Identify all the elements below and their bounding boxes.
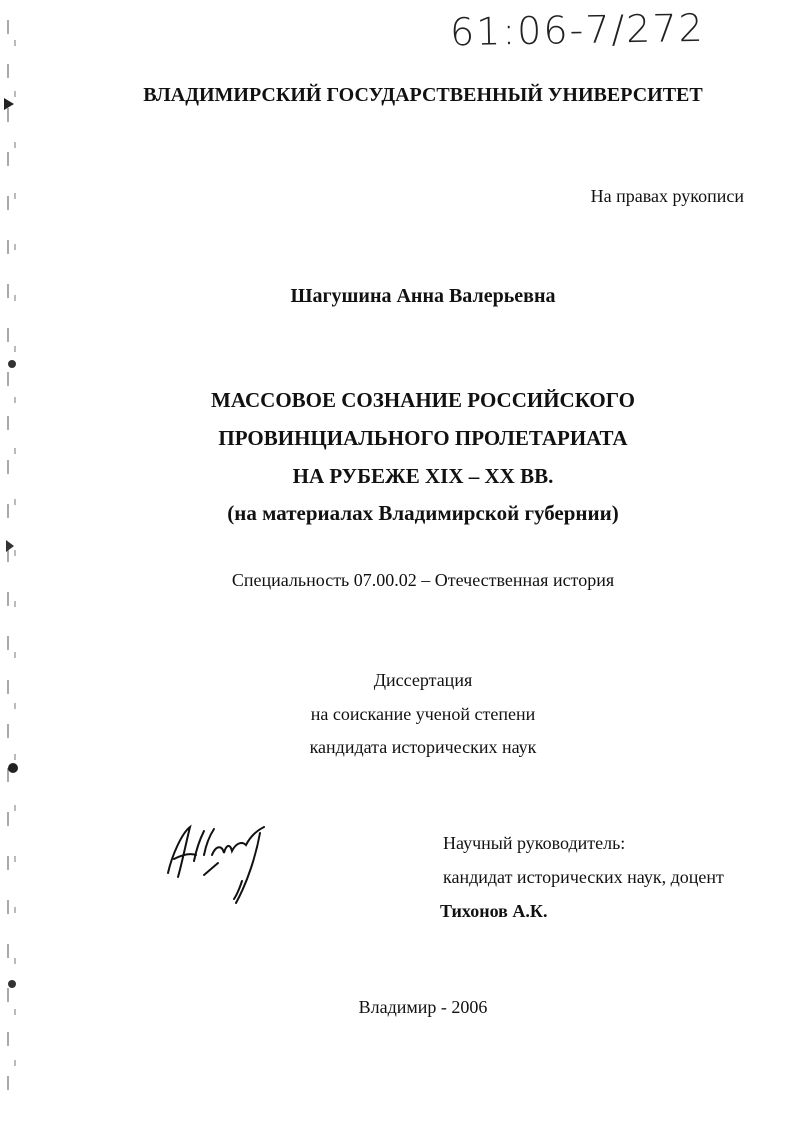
university-name: ВЛАДИМИРСКИЙ ГОСУДАРСТВЕННЫЙ УНИВЕРСИТЕТ (143, 84, 703, 106)
supervisor-heading: Научный руководитель: (443, 833, 626, 853)
title-line-3: НА РУБЕЖЕ XIX – XX ВВ. (292, 464, 554, 488)
manuscript-note: На правах рукописи (590, 186, 744, 206)
dissertation-line-1: Диссертация (373, 670, 473, 690)
binding-edge-marks (0, 0, 26, 1121)
specialty: Специальность 07.00.02 – Отечественная история (231, 570, 615, 590)
supervisor-name: Тихонов А.К. (440, 901, 548, 921)
dissertation-line-3: кандидата исторических наук (309, 737, 537, 757)
title-line-2: ПРОВИНЦИАЛЬНОГО ПРОЛЕТАРИАТА (218, 426, 628, 450)
handwritten-signature (160, 815, 275, 910)
author-name: Шагушина Анна Валерьевна (290, 285, 556, 307)
title-line-4: (на материалах Владимирской губернии) (227, 501, 619, 525)
archive-code: 61:06-7/272 (449, 5, 706, 55)
title-line-1: МАССОВОЕ СОЗНАНИЕ РОССИЙСКОГО (211, 388, 635, 412)
city-year: Владимир - 2006 (358, 997, 488, 1017)
supervisor-degree: кандидат исторических наук, доцент (443, 867, 724, 887)
dissertation-line-2: на соискание ученой степени (310, 704, 536, 724)
